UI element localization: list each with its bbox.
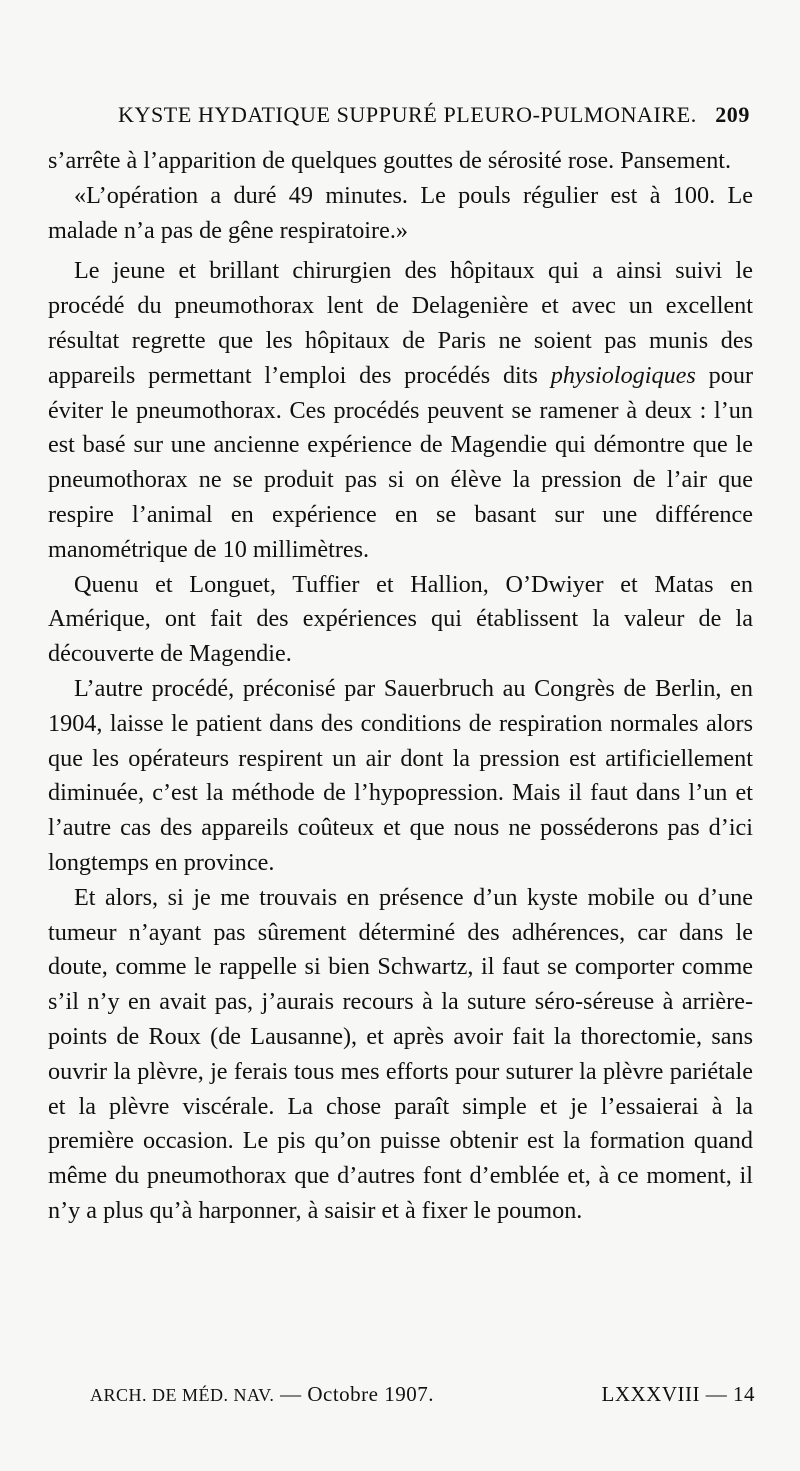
footer-date: — Octobre 1907. [280, 1382, 434, 1406]
paragraph-surgeon-start: Le jeune et brillant chirurgien des hôpitaux qui a ainsi suivi le procédé du pneumothorax lent de Delagenière et avec un excellent résultat regrette que les hôpitaux de Paris ne soient pas munis des appareils permettant l’emploi des procédés dits [48, 257, 753, 389]
paragraph-continuation: s’arrête à l’apparition de quelques gouttes de sérosité rose. Pansement. [48, 147, 732, 174]
italic-term: physiologiques [550, 361, 696, 389]
paragraph-sauerbruch: L’autre procédé, préconisé par Sauerbruch au Congrès de Berlin, en 1904, laisse le patient dans des conditions de respiration normales alors que les opérateurs respirent un air dont la pression est artificiellement diminuée, c’est la méthode de l’hypopression. Mais il faut dans l’un et l’autre cas des appareils coûteux et que nous ne posséderons pas d’ici longtemps en province. [48, 674, 753, 876]
page-number: 209 [715, 102, 750, 127]
article-body [48, 144, 753, 1229]
paragraph-surgeon-end: pour éviter le pneumothorax. Ces procédés peuvent se ramener à deux : l’un est basé sur une ancienne expérience de Magendie qui démontre que le pneumothorax ne se produit pas si on élève la pression de l’air que respire l’animal en expérience en se basant sur une différence manométrique de 10 millimètres. [48, 361, 753, 563]
running-head [48, 98, 758, 132]
footer-volume: LXXXVIII — 14 [601, 1382, 755, 1406]
paragraph-suture: Et alors, si je me trouvais en présence d’un kyste mobile ou d’une tumeur n’ayant pas sûrement déterminé des adhérences, car dans le doute, comme le rappelle si bien Schwartz, il faut se comporter comme s’il n’y en avait pas, j’aurais recours à la suture séro-séreuse à arrière-points de Roux (de Lausanne), et après avoir fait la thorectomie, sans ouvrir la plèvre, je ferais tous mes efforts pour suturer la plèvre pariétale et la plèvre viscérale. La chose paraît simple et je l’essaierai à la première occasion. Le pis qu’on puisse obtenir est la formation quand même du pneumothorax que d’autres font d’emblée et, à ce moment, il n’y a plus qu’à harponner, à saisir et à fixer le poumon. [48, 883, 753, 1224]
page-footer [90, 1382, 755, 1422]
footer-journal: ARCH. DE MÉD. NAV. [90, 1385, 275, 1405]
paragraph-surgeon [48, 254, 753, 567]
footer-citation [90, 1382, 434, 1407]
paragraph-experiments: Quenu et Longuet, Tuffier et Hallion, O’Dwiyer et Matas en Amérique, ont fait des expériences qui établissent la valeur de la découverte de Magendie. [48, 570, 753, 668]
running-head-title: KYSTE HYDATIQUE SUPPURÉ PLEURO-PULMONAIRE. [118, 102, 697, 127]
paragraph-operation-quote: «L’opération a duré 49 minutes. Le pouls régulier est à 100. Le malade n’a pas de gêne respiratoire.» [48, 181, 753, 244]
